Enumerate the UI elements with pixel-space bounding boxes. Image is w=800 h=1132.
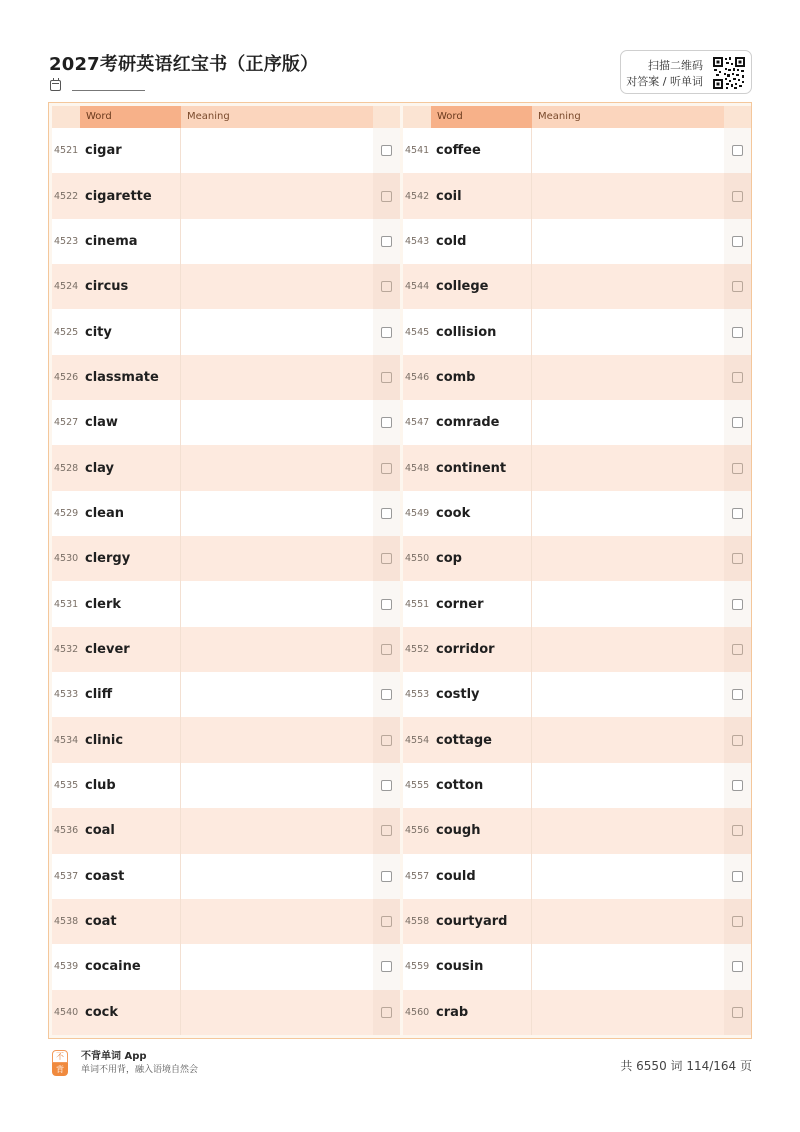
table-row <box>52 355 400 400</box>
check-cell <box>373 854 400 899</box>
word-text: cook <box>431 491 532 536</box>
word-number: 4554 <box>405 734 430 746</box>
qr-caption-line2: 对答案 / 听单词 <box>626 75 703 88</box>
table-row <box>52 944 400 989</box>
check-cell <box>373 219 400 264</box>
word-number: 4549 <box>405 507 430 519</box>
check-cell <box>373 672 400 717</box>
word-text: clean <box>80 491 181 536</box>
word-number: 4534 <box>54 734 79 746</box>
check-cell <box>373 899 400 944</box>
table-row <box>403 400 751 445</box>
checkbox[interactable] <box>732 825 743 836</box>
word-number: 4560 <box>405 1006 430 1018</box>
meaning-blank[interactable] <box>181 491 373 536</box>
word-number: 4550 <box>405 553 430 565</box>
word-number: 4528 <box>54 462 79 474</box>
word-number: 4553 <box>405 689 430 701</box>
checkbox[interactable] <box>381 508 392 519</box>
check-cell <box>724 536 751 581</box>
meaning-blank[interactable] <box>532 445 724 490</box>
checkbox[interactable] <box>381 1007 392 1018</box>
table-row <box>403 763 751 808</box>
table-row <box>403 944 751 989</box>
word-number: 4522 <box>54 190 79 202</box>
check-cell <box>373 491 400 536</box>
checkbox[interactable] <box>381 644 392 655</box>
checkbox[interactable] <box>381 780 392 791</box>
meaning-blank[interactable] <box>181 808 373 853</box>
table-row <box>403 264 751 309</box>
check-cell <box>724 400 751 445</box>
checkbox[interactable] <box>732 372 743 383</box>
check-cell <box>724 672 751 717</box>
word-number: 4558 <box>405 916 430 928</box>
word-text: cliff <box>80 672 181 717</box>
meaning-blank[interactable] <box>532 264 724 309</box>
meaning-blank[interactable] <box>532 219 724 264</box>
word-number: 4543 <box>405 235 430 247</box>
check-cell <box>724 445 751 490</box>
word-number: 4542 <box>405 190 430 202</box>
meaning-blank[interactable] <box>181 264 373 309</box>
meaning-blank[interactable] <box>532 944 724 989</box>
meaning-blank[interactable] <box>532 808 724 853</box>
table-row <box>403 717 751 762</box>
check-cell <box>724 763 751 808</box>
meaning-blank[interactable] <box>181 672 373 717</box>
word-text: coal <box>80 808 181 853</box>
meaning-blank[interactable] <box>181 536 373 581</box>
meaning-blank[interactable] <box>181 400 373 445</box>
checkbox[interactable] <box>732 644 743 655</box>
qr-card[interactable] <box>620 50 752 94</box>
word-text: cocaine <box>80 944 181 989</box>
word-text: clinic <box>80 717 181 762</box>
table-header <box>52 106 400 128</box>
table-row <box>52 400 400 445</box>
table-row <box>52 309 400 354</box>
checkbox[interactable] <box>732 417 743 428</box>
word-text: cock <box>80 990 181 1035</box>
checkbox[interactable] <box>381 327 392 338</box>
word-text: cold <box>431 219 532 264</box>
table-row <box>403 854 751 899</box>
checkbox[interactable] <box>732 553 743 564</box>
word-text: cinema <box>80 219 181 264</box>
qr-caption-line1: 扫描二维码 <box>648 59 703 72</box>
check-cell <box>373 717 400 762</box>
app-tagline: 单词不用背，融入语境自然会 <box>81 1065 199 1075</box>
table-row <box>52 854 400 899</box>
word-number: 4540 <box>54 1006 79 1018</box>
header-check-cell <box>373 106 400 128</box>
header-word: Word <box>80 106 181 128</box>
header-meaning: Meaning <box>532 106 724 128</box>
check-cell <box>724 219 751 264</box>
word-text: coat <box>80 899 181 944</box>
checkbox[interactable] <box>732 281 743 292</box>
meaning-blank[interactable] <box>532 899 724 944</box>
word-number: 4536 <box>54 825 79 837</box>
table-row <box>52 581 400 626</box>
meaning-blank[interactable] <box>181 173 373 218</box>
table-row <box>403 355 751 400</box>
word-text: classmate <box>80 355 181 400</box>
vocab-column-left <box>52 106 400 1035</box>
checkbox[interactable] <box>381 916 392 927</box>
check-cell <box>373 128 400 173</box>
date-row <box>50 80 145 91</box>
word-text: cigarette <box>80 173 181 218</box>
date-blank-line <box>72 81 145 91</box>
check-cell <box>724 581 751 626</box>
word-number: 4525 <box>54 326 79 338</box>
table-row <box>403 445 751 490</box>
word-text: crab <box>431 990 532 1035</box>
table-row <box>403 672 751 717</box>
word-text: cotton <box>431 763 532 808</box>
checkbox[interactable] <box>732 327 743 338</box>
table-row <box>52 990 400 1035</box>
word-text: cousin <box>431 944 532 989</box>
word-text: clergy <box>80 536 181 581</box>
check-cell <box>373 355 400 400</box>
word-number: 4537 <box>54 870 79 882</box>
word-text: claw <box>80 400 181 445</box>
check-cell <box>373 581 400 626</box>
checkbox[interactable] <box>732 735 743 746</box>
checkbox[interactable] <box>732 191 743 202</box>
word-number: 4547 <box>405 417 430 429</box>
table-row <box>52 445 400 490</box>
table-row <box>52 899 400 944</box>
word-text: could <box>431 854 532 899</box>
table-row <box>52 763 400 808</box>
check-cell <box>724 355 751 400</box>
table-row <box>403 491 751 536</box>
word-text: city <box>80 309 181 354</box>
meaning-blank[interactable] <box>532 717 724 762</box>
check-cell <box>373 627 400 672</box>
checkbox[interactable] <box>732 780 743 791</box>
table-row <box>52 536 400 581</box>
word-number: 4533 <box>54 689 79 701</box>
meaning-blank[interactable] <box>181 128 373 173</box>
check-cell <box>724 491 751 536</box>
app-logo-bottom: 背 <box>52 1063 68 1076</box>
checkbox[interactable] <box>732 1007 743 1018</box>
word-text: corner <box>431 581 532 626</box>
table-row <box>403 309 751 354</box>
check-cell <box>373 400 400 445</box>
check-cell <box>373 944 400 989</box>
word-text: cop <box>431 536 532 581</box>
word-number: 4544 <box>405 281 430 293</box>
word-number: 4521 <box>54 145 79 157</box>
word-text: coffee <box>431 128 532 173</box>
word-text: cottage <box>431 717 532 762</box>
check-cell <box>373 808 400 853</box>
meaning-blank[interactable] <box>532 128 724 173</box>
meaning-blank[interactable] <box>181 219 373 264</box>
word-number: 4552 <box>405 643 430 655</box>
header-number-cell <box>403 106 431 128</box>
check-cell <box>724 808 751 853</box>
word-number: 4541 <box>405 145 430 157</box>
checkbox[interactable] <box>381 689 392 700</box>
table-row <box>52 128 400 173</box>
word-number: 4538 <box>54 916 79 928</box>
word-number: 4532 <box>54 643 79 655</box>
word-number: 4539 <box>54 961 79 973</box>
table-row <box>403 219 751 264</box>
word-text: college <box>431 264 532 309</box>
check-cell <box>724 944 751 989</box>
word-text: corridor <box>431 627 532 672</box>
qr-code-icon[interactable] <box>712 56 746 90</box>
checkbox[interactable] <box>381 281 392 292</box>
word-number: 4559 <box>405 961 430 973</box>
meaning-blank[interactable] <box>532 309 724 354</box>
check-cell <box>373 763 400 808</box>
header-word: Word <box>431 106 532 128</box>
app-name: 不背单词 App <box>81 1051 147 1062</box>
word-text: coast <box>80 854 181 899</box>
word-text: cough <box>431 808 532 853</box>
word-text: clerk <box>80 581 181 626</box>
check-cell <box>373 264 400 309</box>
word-number: 4556 <box>405 825 430 837</box>
table-row <box>403 899 751 944</box>
check-cell <box>724 854 751 899</box>
table-row <box>52 627 400 672</box>
table-row <box>403 627 751 672</box>
checkbox[interactable] <box>732 871 743 882</box>
checkbox[interactable] <box>381 236 392 247</box>
table-row <box>403 536 751 581</box>
checkbox[interactable] <box>381 145 392 156</box>
table-row <box>52 491 400 536</box>
check-cell <box>724 128 751 173</box>
checkbox[interactable] <box>381 825 392 836</box>
word-number: 4546 <box>405 371 430 383</box>
meaning-blank[interactable] <box>532 672 724 717</box>
checkbox[interactable] <box>381 871 392 882</box>
checkbox[interactable] <box>732 599 743 610</box>
checkbox[interactable] <box>732 916 743 927</box>
checkbox[interactable] <box>732 145 743 156</box>
table-row <box>52 808 400 853</box>
word-number: 4551 <box>405 598 430 610</box>
checkbox[interactable] <box>732 463 743 474</box>
word-text: cigar <box>80 128 181 173</box>
table-row <box>403 128 751 173</box>
word-number: 4557 <box>405 870 430 882</box>
meaning-blank[interactable] <box>532 491 724 536</box>
word-text: continent <box>431 445 532 490</box>
check-cell <box>724 309 751 354</box>
calendar-icon <box>50 80 61 91</box>
check-cell <box>373 536 400 581</box>
word-number: 4531 <box>54 598 79 610</box>
checkbox[interactable] <box>732 961 743 972</box>
meaning-blank[interactable] <box>532 400 724 445</box>
meaning-blank[interactable] <box>181 717 373 762</box>
word-number: 4555 <box>405 779 430 791</box>
meaning-blank[interactable] <box>181 627 373 672</box>
checkbox[interactable] <box>381 463 392 474</box>
word-number: 4524 <box>54 281 79 293</box>
meaning-blank[interactable] <box>181 854 373 899</box>
checkbox[interactable] <box>732 508 743 519</box>
meaning-blank[interactable] <box>532 581 724 626</box>
meaning-blank[interactable] <box>532 355 724 400</box>
word-text: clever <box>80 627 181 672</box>
word-number: 4529 <box>54 507 79 519</box>
checkbox[interactable] <box>381 553 392 564</box>
meaning-blank[interactable] <box>532 536 724 581</box>
meaning-blank[interactable] <box>532 763 724 808</box>
table-row <box>403 173 751 218</box>
meaning-blank[interactable] <box>181 309 373 354</box>
word-number: 4527 <box>54 417 79 429</box>
meaning-blank[interactable] <box>532 627 724 672</box>
meaning-blank[interactable] <box>532 990 724 1035</box>
checkbox[interactable] <box>381 417 392 428</box>
check-cell <box>373 445 400 490</box>
check-cell <box>724 899 751 944</box>
app-info <box>81 1050 198 1077</box>
word-text: courtyard <box>431 899 532 944</box>
meaning-blank[interactable] <box>181 355 373 400</box>
word-number: 4526 <box>54 371 79 383</box>
checkbox[interactable] <box>381 735 392 746</box>
checkbox[interactable] <box>381 191 392 202</box>
word-text: clay <box>80 445 181 490</box>
check-cell <box>373 173 400 218</box>
table-row <box>52 264 400 309</box>
table-row <box>52 717 400 762</box>
word-text: club <box>80 763 181 808</box>
word-number: 4535 <box>54 779 79 791</box>
meaning-blank[interactable] <box>181 581 373 626</box>
word-number: 4548 <box>405 462 430 474</box>
check-cell <box>724 990 751 1035</box>
meaning-blank[interactable] <box>532 854 724 899</box>
qr-caption <box>626 58 703 90</box>
vocab-table-frame <box>48 102 752 1039</box>
app-logo <box>52 1050 72 1077</box>
header-check-cell <box>724 106 751 128</box>
word-number: 4530 <box>54 553 79 565</box>
word-number: 4545 <box>405 326 430 338</box>
table-row <box>52 173 400 218</box>
table-header <box>403 106 751 128</box>
meaning-blank[interactable] <box>181 944 373 989</box>
page-info: 共 6550 词 114/164 页 <box>620 1059 752 1073</box>
page-title: 2027考研英语红宝书（正序版） <box>49 54 319 75</box>
check-cell <box>724 627 751 672</box>
word-text: circus <box>80 264 181 309</box>
checkbox[interactable] <box>381 961 392 972</box>
header-meaning: Meaning <box>181 106 373 128</box>
check-cell <box>724 717 751 762</box>
table-row <box>52 672 400 717</box>
word-text: coil <box>431 173 532 218</box>
table-row <box>403 581 751 626</box>
table-row <box>403 990 751 1035</box>
table-row <box>52 219 400 264</box>
check-cell <box>724 173 751 218</box>
vocab-column-right <box>403 106 751 1035</box>
check-cell <box>724 264 751 309</box>
word-text: costly <box>431 672 532 717</box>
meaning-blank[interactable] <box>181 899 373 944</box>
app-logo-top: 不 <box>52 1050 68 1063</box>
header-number-cell <box>52 106 80 128</box>
meaning-blank[interactable] <box>181 990 373 1035</box>
check-cell <box>373 990 400 1035</box>
checkbox[interactable] <box>732 236 743 247</box>
word-text: comb <box>431 355 532 400</box>
meaning-blank[interactable] <box>532 173 724 218</box>
word-number: 4523 <box>54 235 79 247</box>
word-text: comrade <box>431 400 532 445</box>
checkbox[interactable] <box>732 689 743 700</box>
checkbox[interactable] <box>381 599 392 610</box>
meaning-blank[interactable] <box>181 445 373 490</box>
table-row <box>403 808 751 853</box>
check-cell <box>373 309 400 354</box>
checkbox[interactable] <box>381 372 392 383</box>
word-text: collision <box>431 309 532 354</box>
meaning-blank[interactable] <box>181 763 373 808</box>
